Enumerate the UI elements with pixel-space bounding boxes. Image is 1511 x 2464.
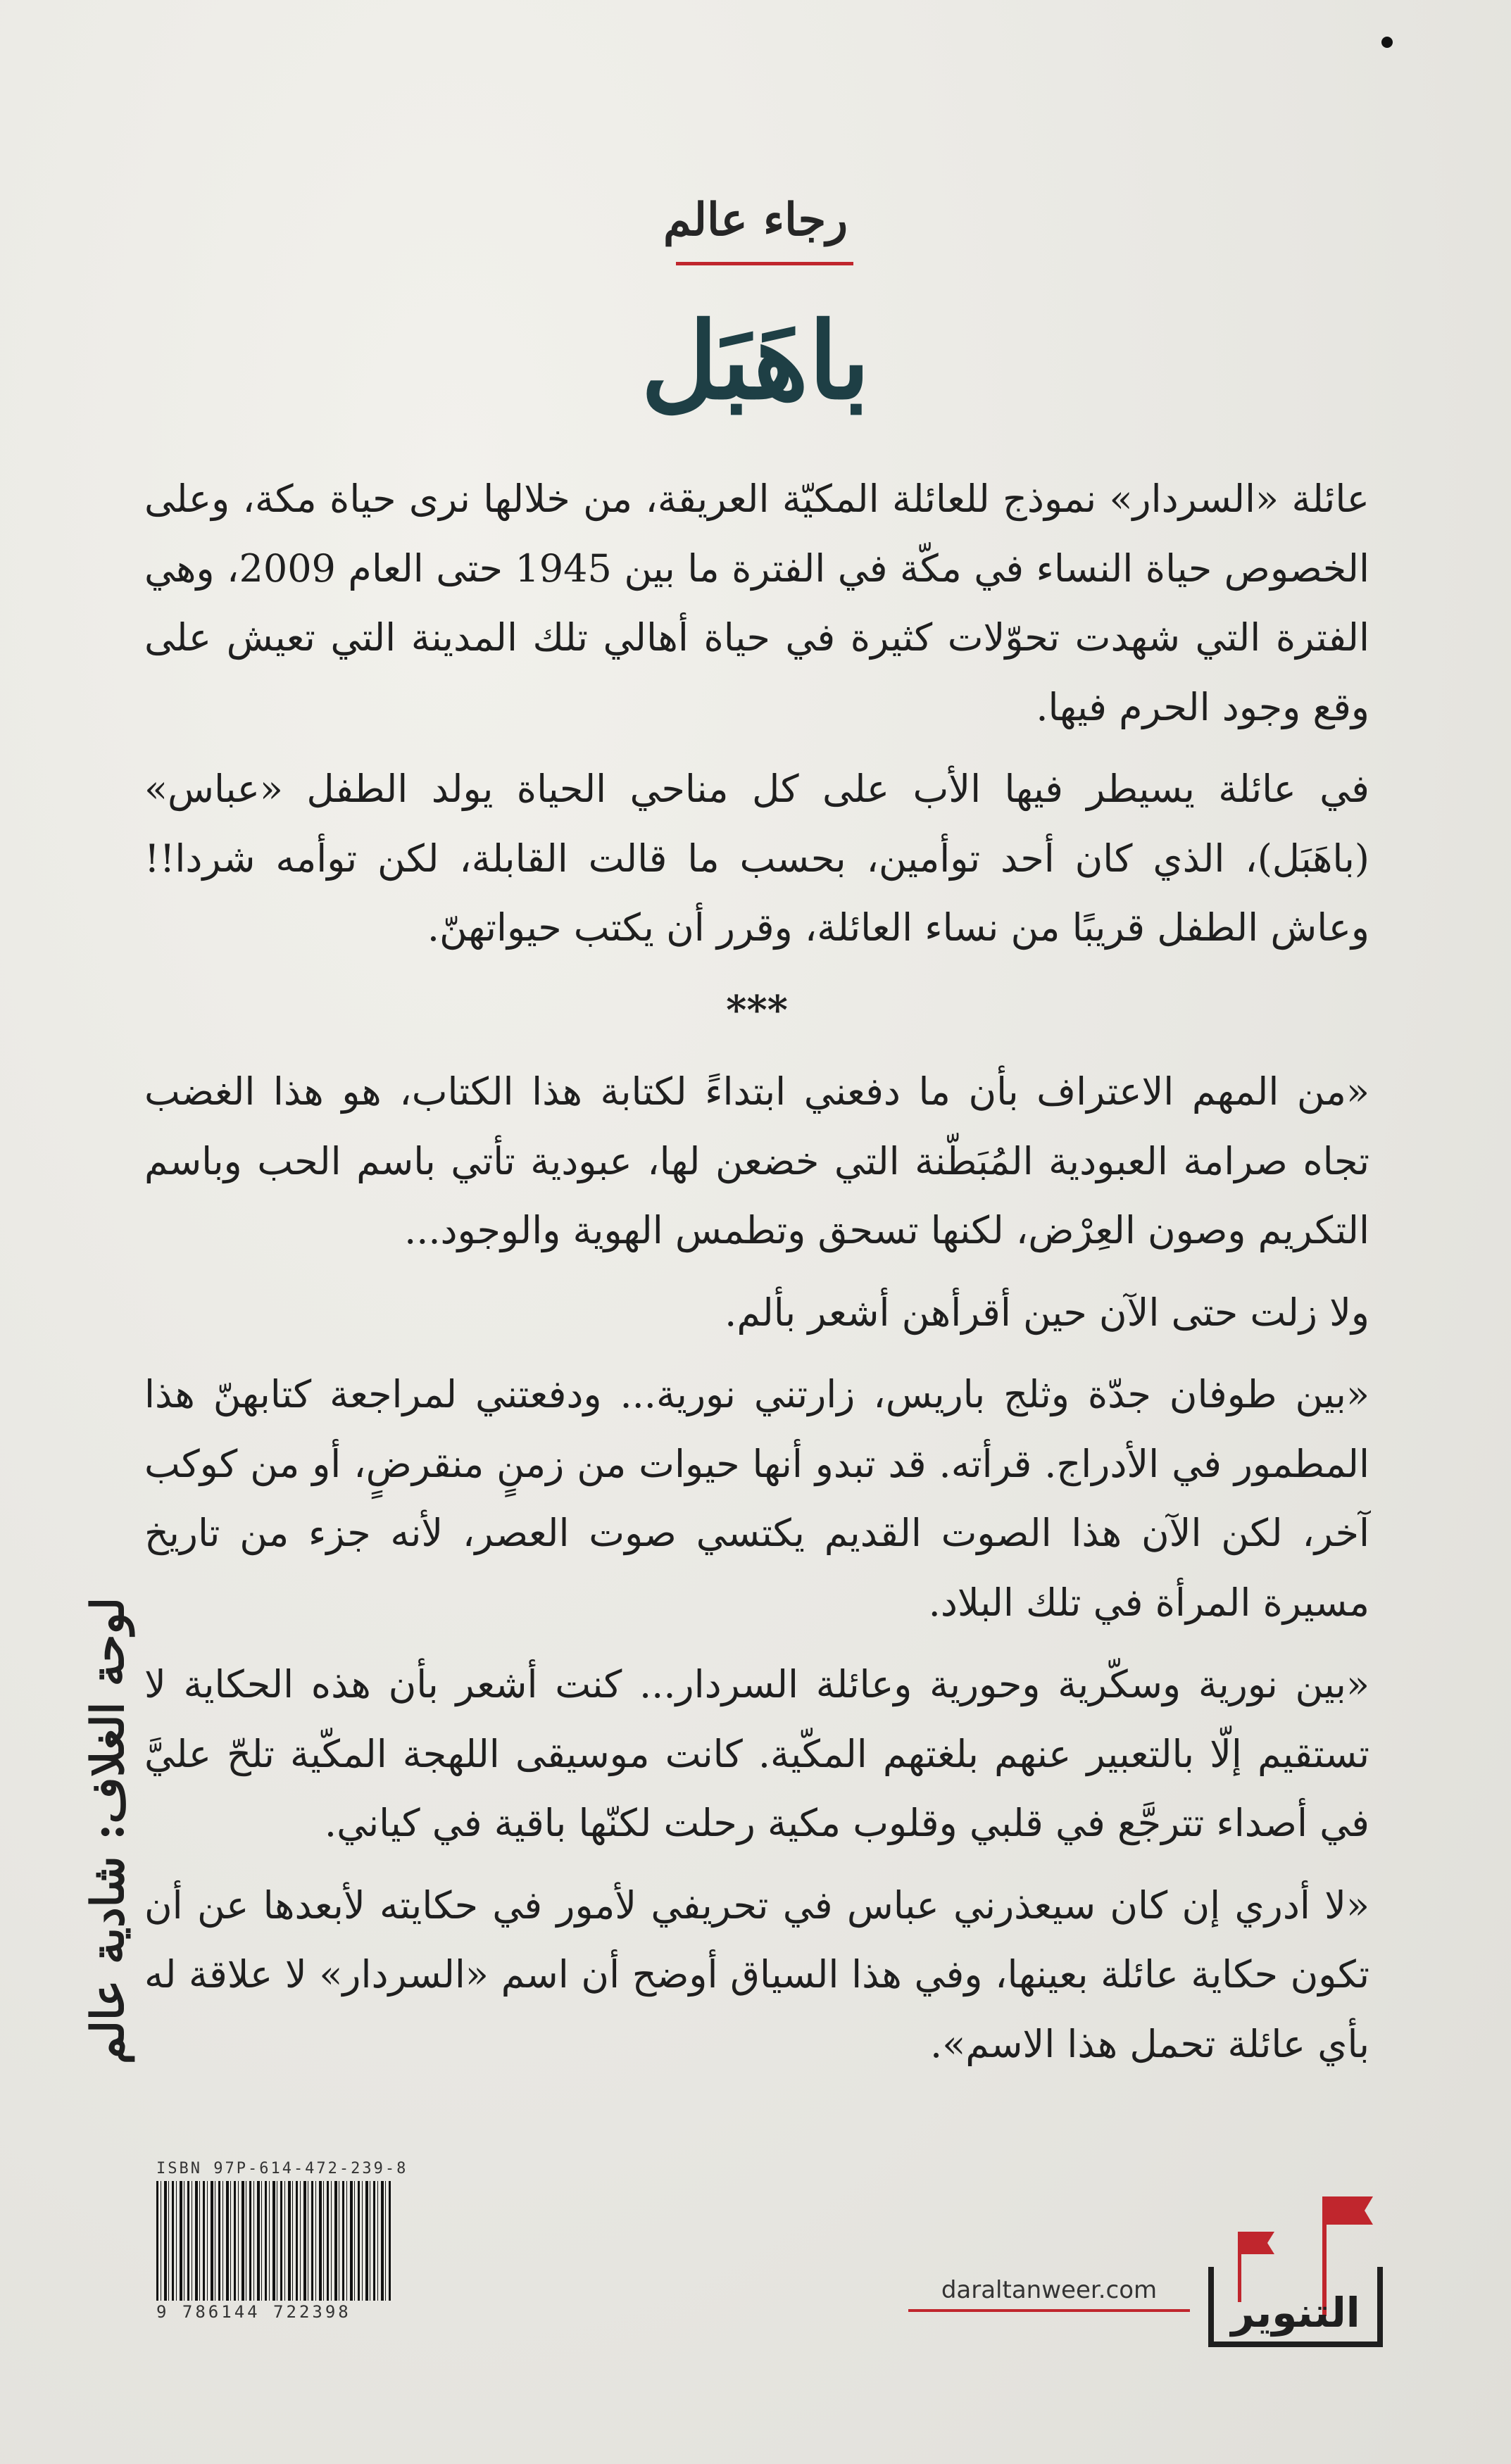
isbn-label: ISBN 97P-614-472-239-8: [156, 2160, 408, 2177]
blurb-paragraph: «بين نورية وسكّرية وحورية وعائلة السردار... كنت أشعر بأن هذه الحكاية لا تستقيم إلّا بالتعبير عنهم بلغتهم المكّية. كانت موسيقى اللهجة المكّية تلحّ عليَّ في أصداء تترجَّع في قلبي وقلوب مكية رحلت لكنّها باقية في كياني.: [144, 1662, 1369, 1845]
publisher-logo-text: التنوير: [1231, 2289, 1360, 2337]
barcode: [156, 2181, 393, 2301]
cover-art-credit-text: لوحة الغلاف: شادية عالم: [82, 1597, 135, 2064]
blurb-paragraph: «من المهم الاعتراف بأن ما دفعني ابتداءً لكتابة هذا الكتاب، هو هذا الغضب تجاه صرامة العبودية المُبَطّنة التي خضعن لها، عبودية تأتي باسم الحب وباسم التكريم وصون العِرْض، لكنها تسحق وتطمس الهوية والوجود...: [144, 1069, 1369, 1252]
blurb-text: [144, 465, 1369, 2092]
speck-mark: [1381, 37, 1393, 48]
author-underline: [676, 262, 853, 265]
blurb-paragraph: «لا أدري إن كان سيعذرني عباس في تحريفي لأمور في حكايته لأبعدها عن أن تكون حكاية عائلة بعينها، وفي هذا السياق أوضح أن اسم «السردار» لا علاقة له بأي عائلة تحمل هذا الاسم».: [144, 1882, 1369, 2066]
blurb-paragraph: عائلة «السردار» نموذج للعائلة المكيّة العريقة، من خلالها نرى حياة مكة، وعلى الخصوص حياة النساء في مكّة في الفترة ما بين 1945 حتى العام 2009، وهي الفترة التي شهدت تحوّلات كثيرة في حياة أهالي تلك المدينة التي تعيش على وقع وجود الحرم فيها.: [144, 477, 1370, 729]
blurb-paragraph: «بين طوفان جدّة وثلج باريس، زارتني نورية... ودفعتني لمراجعة كتابهنّ هذا المطمور في الأدراج. قرأته. قد تبدو أنها حيوات من زمنٍ منقرضٍ، أو من كوكب آخر، لكن الآن هذا الصوت القديم يكتسي صوت العصر، لأنه جزء من تاريخ مسيرة المرأة في تلك البلاد.: [144, 1372, 1369, 1625]
blurb-paragraph: في عائلة يسيطر فيها الأب على كل مناحي الحياة يولد الطفل «عباس» (باهَبَل)، الذي كان أحد توأمين، بحسب ما قالت القابلة، لكن توأمه شردا!! وعاش الطفل قريبًا من نساء العائلة، وقرر أن يكتب حيواتهنّ.: [144, 767, 1369, 950]
website-underline: [908, 2309, 1190, 2312]
barcode-number: 9 786144 722398: [156, 2302, 351, 2322]
blurb-paragraph: ولا زلت حتى الآن حين أقرأهن أشعر بألم.: [725, 1290, 1369, 1335]
publisher-website: daraltanweer.com: [941, 2276, 1158, 2304]
cover-art-credit: [31, 1577, 186, 2084]
author-name: رجاء عالم: [663, 194, 848, 246]
publisher-logo: [1197, 2182, 1387, 2365]
book-title: باهَبَل: [641, 299, 870, 423]
section-separator: ***: [726, 986, 788, 1033]
